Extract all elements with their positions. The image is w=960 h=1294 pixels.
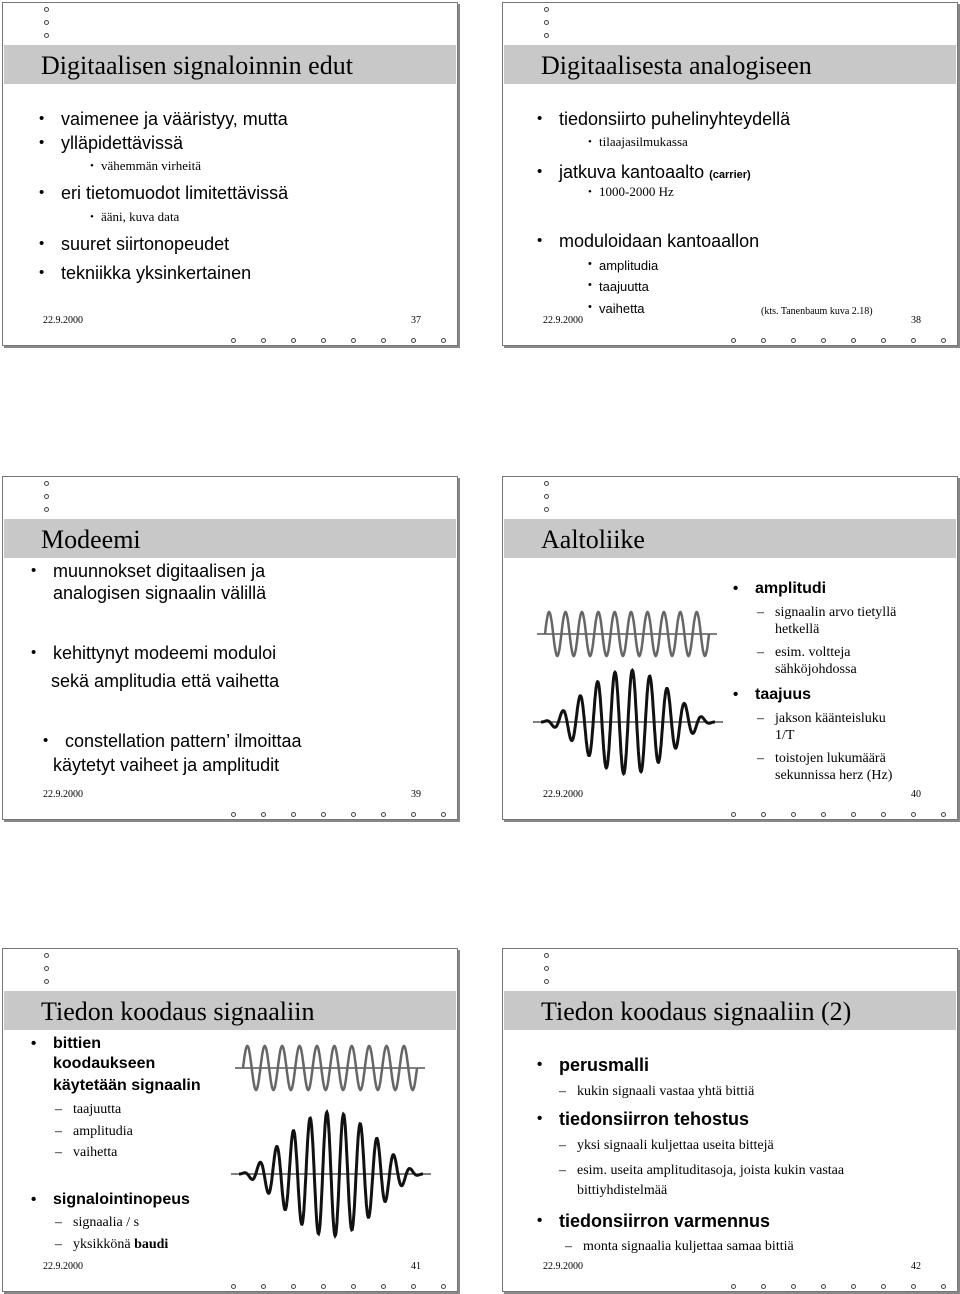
reference-note: (kts. Tanenbaum kuva 2.18) xyxy=(761,306,873,317)
dash-item: – jakson käänteisluku xyxy=(775,709,886,728)
dash-item: – yksi signaali kuljettaa useita bittejä xyxy=(577,1136,774,1155)
footer-date: 22.9.2000 xyxy=(543,1261,583,1272)
dash-item: – amplitudia xyxy=(73,1122,133,1141)
bullet: • tiedonsiirron tehostus xyxy=(559,1107,749,1131)
slide-number: 39 xyxy=(411,789,421,800)
bullet: • eri tietomuodot limitettävissä xyxy=(61,181,288,205)
slide-42 xyxy=(502,948,958,1292)
dot-row xyxy=(231,1284,446,1289)
bullet: • tekniikka yksinkertainen xyxy=(61,261,251,285)
dot-column xyxy=(44,7,49,46)
dash-item: – toistojen lukumäärä xyxy=(775,749,886,768)
dash-item-continued: 1/T xyxy=(775,728,795,743)
constant-wave xyxy=(537,609,717,659)
dot-column xyxy=(44,953,49,992)
sub-bullet: • 1000-2000 Hz xyxy=(599,183,674,201)
dash-item: – esim. useita amplituditasoja, joista kukin vastaa xyxy=(577,1161,844,1180)
dash-item-continued: hetkellä xyxy=(775,622,820,637)
sub-bullet: • vaihetta xyxy=(599,301,645,316)
slide-37 xyxy=(2,2,458,346)
modulated-wave xyxy=(231,1109,431,1239)
dot-row xyxy=(231,812,446,817)
slide-title: Modeemi xyxy=(41,525,141,554)
bullet-continued: käytetyt vaiheet ja amplitudit xyxy=(53,755,280,775)
bullet: • muunnokset digitaalisen ja xyxy=(53,559,265,583)
sub-bullet: • tilaajasilmukassa xyxy=(599,133,688,151)
bullet-continued: • ylläpidettävissä xyxy=(61,131,183,155)
bullet: • amplitudi xyxy=(755,577,826,601)
dot-column xyxy=(544,953,549,992)
sub-bullet: • amplitudia xyxy=(599,258,658,273)
bullet-continued: sekä amplitudia että vaihetta xyxy=(51,671,280,691)
footer-date: 22.9.2000 xyxy=(43,315,83,326)
dash-item-continued: bittiyhdistelmää xyxy=(577,1183,668,1198)
bullet: • vaimenee ja vääristyy, mutta xyxy=(61,107,288,131)
slide-number: 41 xyxy=(411,1261,421,1272)
dot-row xyxy=(231,338,446,343)
dash-text: yksikkönä xyxy=(73,1237,131,1252)
slide-title: Tiedon koodaus signaaliin xyxy=(41,997,315,1026)
slide-title: Digitaalisesta analogiseen xyxy=(541,51,812,80)
dot-row xyxy=(731,812,946,817)
bullet-continued: koodaukseen xyxy=(53,1055,156,1072)
bullet-continued: käytetään signaalin xyxy=(53,1077,201,1094)
footer-date: 22.9.2000 xyxy=(543,315,583,326)
constant-wave xyxy=(235,1043,425,1093)
slide-number: 40 xyxy=(911,789,921,800)
bullet: • signalointinopeus xyxy=(53,1189,190,1211)
wave-line xyxy=(243,1046,417,1090)
bullet-continued: analogisen signaalin välillä xyxy=(53,583,267,603)
bullet: • tiedonsiirron varmennus xyxy=(559,1209,770,1233)
dash-item-continued: sähköjohdossa xyxy=(775,662,857,677)
dot-row xyxy=(731,1284,946,1289)
slide-title: Tiedon koodaus signaaliin (2) xyxy=(541,997,852,1026)
bullet: • perusmalli xyxy=(559,1053,649,1077)
sub-bullet: • taajuutta xyxy=(599,279,649,294)
bullet: • tiedonsiirto puhelinyhteydellä xyxy=(559,107,790,131)
footer-date: 22.9.2000 xyxy=(543,789,583,800)
dot-column xyxy=(544,481,549,520)
carrier-note: (carrier) xyxy=(709,169,751,181)
bullet: • taajuus xyxy=(755,683,811,707)
dash-item: – signaalin arvo tietyllä xyxy=(775,603,896,622)
sub-bullet: • ääni, kuva data xyxy=(101,208,179,226)
slide-38 xyxy=(502,2,958,346)
dot-column xyxy=(44,481,49,520)
bullet: • suuret siirtonopeudet xyxy=(61,232,229,256)
dot-column xyxy=(544,7,549,46)
slide-number: 38 xyxy=(911,315,921,326)
dash-item: – vaihetta xyxy=(73,1143,117,1162)
bullet: • moduloidaan kantoaallon xyxy=(559,229,759,253)
bullet-text: jatkuva kantoaalto xyxy=(559,162,705,182)
dash-item: – taajuutta xyxy=(73,1100,121,1119)
dash-item xyxy=(73,1235,168,1254)
wave-line xyxy=(541,670,715,773)
slide-number: 37 xyxy=(411,315,421,326)
unit-baud: baudi xyxy=(134,1237,169,1252)
slide-39 xyxy=(2,476,458,820)
dash-item: – signaalia / s xyxy=(73,1213,139,1232)
bullet: • bittien xyxy=(53,1033,101,1055)
dash-item: – kukin signaali vastaa yhtä bittiä xyxy=(577,1082,754,1101)
bullet: • kehittynyt modeemi moduloi xyxy=(53,641,276,665)
slide-number: 42 xyxy=(911,1261,921,1272)
dash-item: – monta signaalia kuljettaa samaa bittiä xyxy=(583,1237,794,1256)
bullet: • constellation pattern’ ilmoittaa xyxy=(65,729,301,753)
slide-title: Digitaalisen signaloinnin edut xyxy=(41,51,353,80)
footer-date: 22.9.2000 xyxy=(43,1261,83,1272)
dash-item-continued: sekunnissa herz (Hz) xyxy=(775,768,893,783)
modulated-wave xyxy=(533,667,723,777)
dash-item: – esim. voltteja xyxy=(775,643,850,662)
slide-title: Aaltoliike xyxy=(541,525,645,554)
footer-date: 22.9.2000 xyxy=(43,789,83,800)
dot-row xyxy=(731,338,946,343)
slide-41 xyxy=(2,948,458,1292)
sub-bullet: • vähemmän virheitä xyxy=(101,157,201,175)
slide-40 xyxy=(502,476,958,820)
wave-line xyxy=(545,612,709,656)
